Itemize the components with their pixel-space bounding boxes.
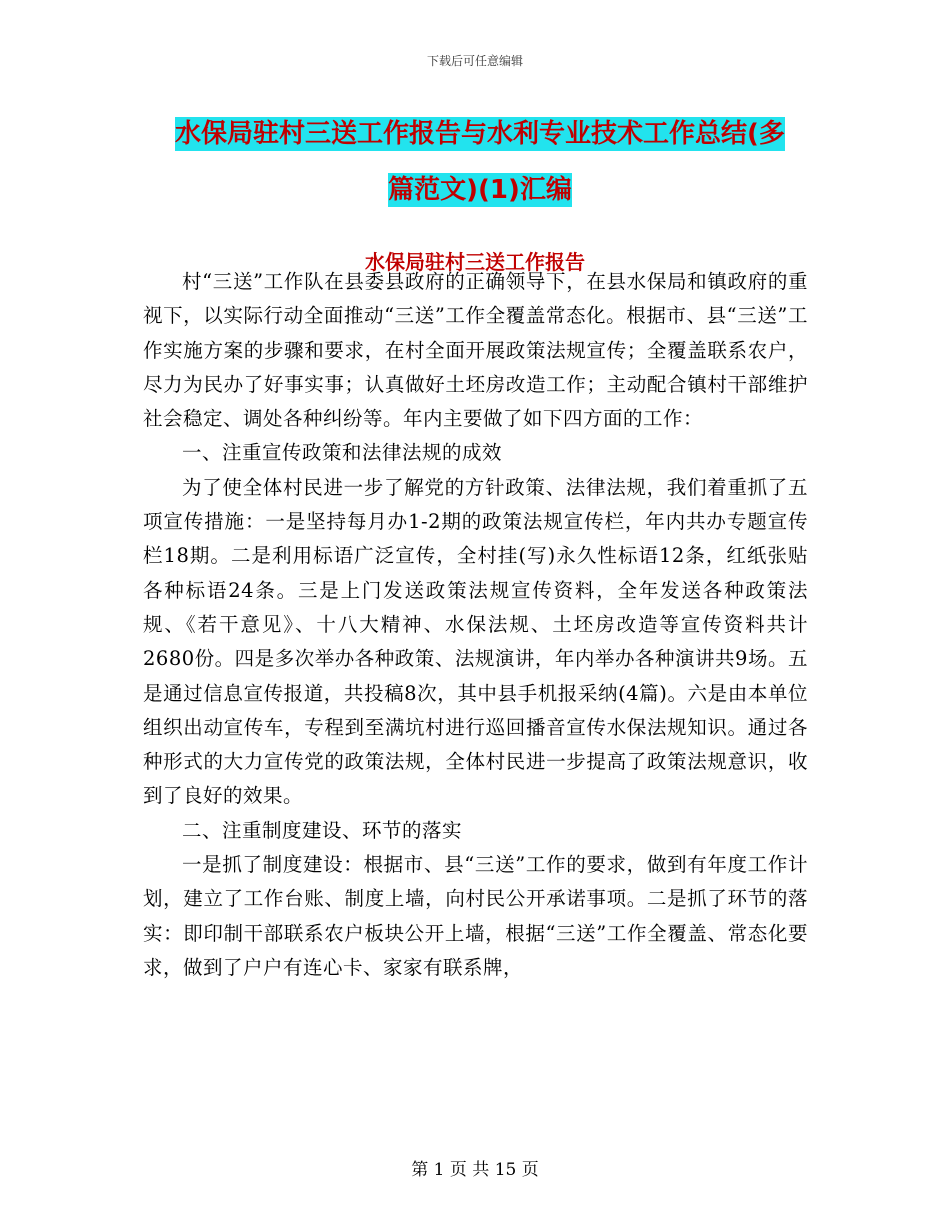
page-footer: 第 1 页 共 15 页 [411, 1160, 539, 1180]
document-title [140, 106, 820, 218]
document-body [143, 265, 808, 985]
paragraph: 一是抓了制度建设：根据市、县“三送”工作的要求，做到有年度工作计划，建立了工作台账、制度上墙，向村民公开承诺事项。二是抓了环节的落实：即印制干部联系农户板块公开上墙，根据“三送”工作全覆盖、常态化要求，做到了户户有连心卡、家家有联系牌， [143, 853, 808, 979]
paragraph-heading: 二、注重制度建设、环节的落实 [182, 818, 463, 842]
paragraph: 为了使全体村民进一步了解党的方针政策、法律法规，我们着重抓了五项宣传措施：一是坚持每月办1-2期的政策法规宣传栏，年内共办专题宣传栏18期。二是利用标语广泛宣传，全村挂(写)永久性标语12条，红纸张贴各种标语24条。三是上门发送政策法规宣传资料，全年发送各种政策法规、《若干意见》、十八大精神、水保法规、土坯房改造等宣传资料共计2680份。四是多次举办各种政策、法规演讲，年内举办各种演讲共9场。五是通过信息宣传报道，共投稿8次，其中县手机报采纳(4篇)。六是由本单位组织出动宣传车，专程到至满坑村进行巡回播音宣传水保法规知识。通过各种形式的大力宣传党的政策法规，全体村民进一步提高了政策法规意识，收到了良好的效果。 [143, 475, 808, 808]
title-line-2: 篇范文)(1)汇编 [388, 175, 572, 205]
paragraph-heading: 一、注重宣传政策和法律法规的成效 [182, 441, 503, 465]
section-title: 水保局驻村三送工作报告 [365, 250, 585, 274]
header-note: 下载后可任意编辑 [426, 54, 523, 68]
paragraph: 村“三送”工作队在县委县政府的正确领导下，在县水保局和镇政府的重视下，以实际行动全面推动“三送”工作全覆盖常态化。根据市、县“三送”工作实施方案的步骤和要求，在村全面开展政策法规宣传；全覆盖联系农户，尽力为民办了好事实事；认真做好土坯房改造工作；主动配合镇村干部维护社会稳定、调处各种纠纷等。年内主要做了如下四方面的工作： [143, 270, 808, 431]
title-line-1: 水保局驻村三送工作报告与水利专业技术工作总结(多 [175, 119, 785, 149]
